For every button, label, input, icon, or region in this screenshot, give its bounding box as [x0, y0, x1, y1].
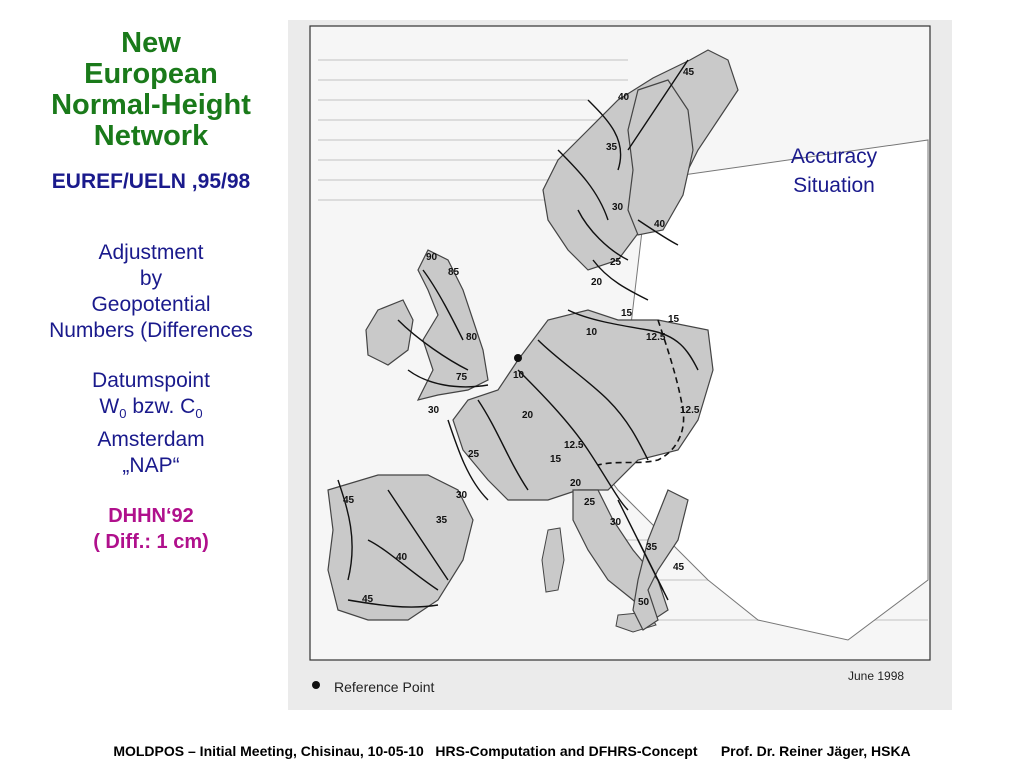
- isoline-label: 45: [673, 562, 685, 573]
- datum-c-sub: 0: [195, 406, 203, 422]
- isoline-label: 80: [466, 332, 478, 343]
- isoline-label: 50: [638, 597, 650, 608]
- isoline-label: 45: [683, 67, 695, 78]
- legend-point-icon: [312, 681, 320, 689]
- dhhn-line: DHHN‘92: [108, 505, 194, 528]
- datum-line: „NAP“: [122, 454, 180, 478]
- adjustment-line: by: [139, 267, 163, 290]
- isoline-label: 35: [606, 142, 618, 153]
- datum-w-sub: 0: [119, 406, 127, 422]
- isoline-label: 40: [654, 219, 666, 230]
- datum-line: Datumspoint: [92, 369, 210, 392]
- isoline-label: 25: [610, 257, 622, 268]
- isoline-label: 25: [584, 497, 596, 508]
- isoline-label: 45: [343, 495, 355, 506]
- left-text-panel: [20, 28, 282, 555]
- isoline-label: 25: [468, 449, 480, 460]
- datum-formula: [20, 394, 282, 427]
- title-line: Normal-Height: [51, 89, 251, 121]
- isoline-label: 35: [646, 542, 658, 553]
- adjustment-text: [20, 240, 282, 344]
- isoline-label: 20: [591, 277, 603, 288]
- isoline-label: 10: [586, 327, 598, 338]
- isoline-label: 85: [448, 267, 460, 278]
- isoline-label: 35: [436, 515, 448, 526]
- isoline-label: 30: [612, 202, 624, 213]
- isoline-label: 20: [522, 410, 534, 421]
- isoline-label: 40: [618, 92, 630, 103]
- datum-bzw: bzw. C: [126, 395, 196, 418]
- datum-text: [20, 368, 282, 479]
- isoline-label: 30: [610, 517, 622, 528]
- map-date: June 1998: [848, 669, 905, 683]
- isoline-label: 15: [668, 314, 680, 325]
- overlay-line: Accuracy: [790, 145, 878, 168]
- datum-line: Amsterdam: [97, 428, 205, 452]
- slide-footer: MOLDPOS – Initial Meeting, Chisinau, 10-05-10 HRS-Computation and DFHRS-Concept Prof. Dr. Reiner Jäger, HSKA: [113, 743, 911, 759]
- isoline-label: 30: [456, 490, 468, 501]
- slide-subtitle: EUREF/UELN ,95/98: [51, 170, 251, 193]
- adjustment-line: Geopotential: [91, 293, 211, 316]
- legend-label: Reference Point: [334, 679, 435, 695]
- isoline-label: 10: [513, 370, 525, 381]
- title-line: European: [84, 58, 218, 90]
- isoline-label: 90: [426, 252, 438, 263]
- isoline-label: 20: [570, 478, 582, 489]
- isoline-label: 12.5: [680, 405, 700, 416]
- adjustment-line: Numbers (Differences: [49, 319, 253, 342]
- dhhn-text: [20, 503, 282, 555]
- dhhn-line: ( Diff.: 1 cm): [93, 531, 209, 554]
- accuracy-situation-label: [760, 142, 908, 200]
- isoline-label: 15: [550, 454, 562, 465]
- isoline-label: 12.5: [646, 332, 666, 343]
- title-line: New: [121, 27, 181, 59]
- reference-point-marker: [514, 354, 522, 362]
- overlay-line: Situation: [793, 174, 875, 197]
- datum-w: W: [99, 395, 120, 418]
- isoline-label: 75: [456, 372, 468, 383]
- isoline-label: 40: [396, 552, 408, 563]
- isoline-label: 45: [362, 594, 374, 605]
- slide-title: [20, 28, 282, 152]
- isoline-label: 15: [621, 308, 633, 319]
- europe-accuracy-map: [288, 20, 952, 710]
- isoline-label: 30: [428, 405, 440, 416]
- title-line: Network: [93, 120, 209, 152]
- adjustment-line: Adjustment: [98, 241, 204, 264]
- isoline-label: 12.5: [564, 440, 584, 451]
